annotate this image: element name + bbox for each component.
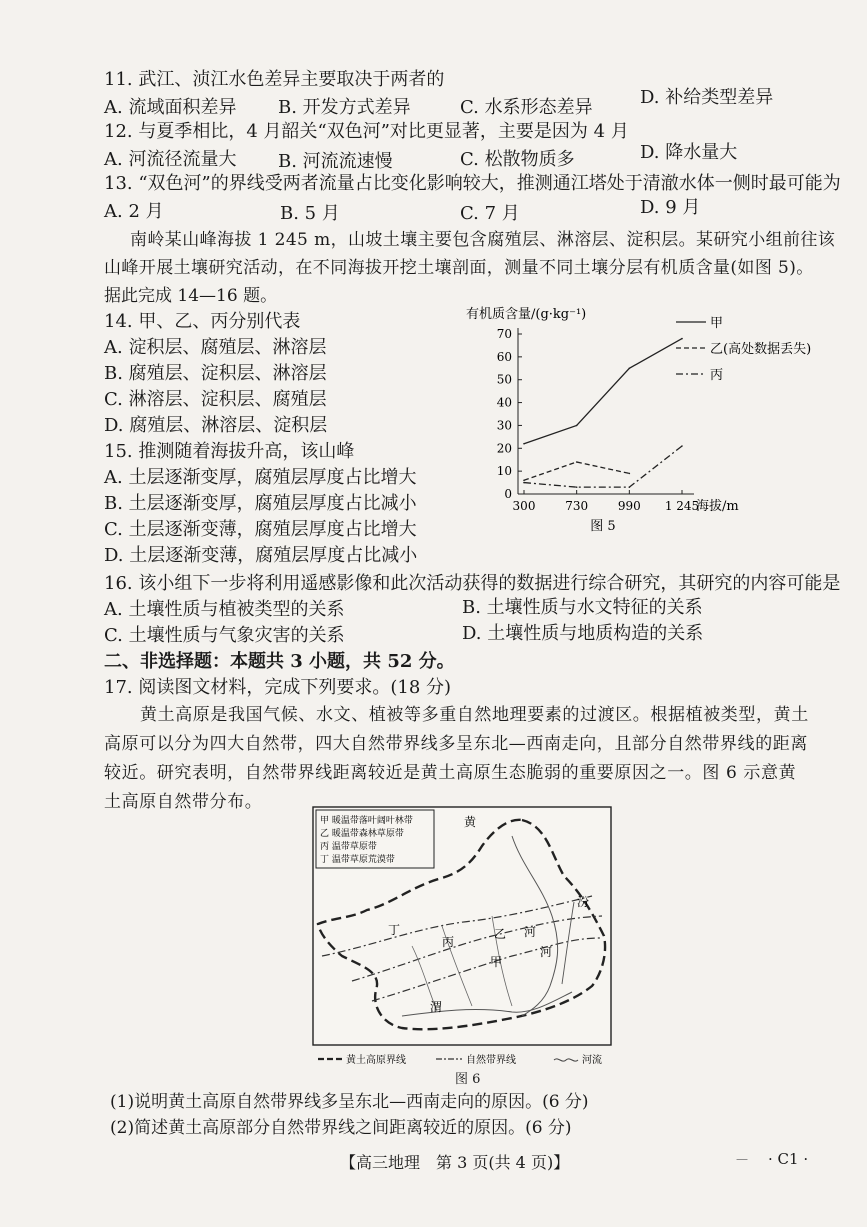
q17-sub2: (2)简述黄土高原部分自然带界线之间距离较近的原因。(6 分) (110, 1118, 572, 1138)
footer-dash: — (736, 1152, 748, 1166)
chart-series-line-1 (524, 462, 629, 480)
chart-y-tick-label: 60 (496, 349, 512, 364)
chart-y-tick-label: 40 (496, 395, 512, 410)
figure-5-svg (466, 306, 826, 536)
chart-legend-label-2: 丙 (710, 368, 724, 383)
loess-plateau-map-svg (312, 806, 612, 1046)
q11-option-b: B. 开发方式差异 (278, 97, 411, 118)
chart-y-tick-label: 10 (496, 464, 512, 479)
q12-option-c: C. 松散物质多 (460, 149, 575, 170)
legend-boundary-label: 黄土高原界线 (346, 1055, 406, 1066)
chart-point-s2 (576, 486, 578, 488)
chart-y-tick-label: 30 (496, 418, 512, 433)
map-bottom-legend (316, 1052, 616, 1069)
chart-x-tick-label: 730 (565, 499, 589, 513)
figure-6-map (312, 806, 612, 1046)
q14-stem: 14. 甲、乙、丙分别代表 (104, 311, 301, 332)
map-label-huang: 黄 (464, 815, 477, 829)
legend-river-swatch (554, 1059, 578, 1061)
page-footer: 【高三地理 第 3 页(共 4 页)】 (340, 1153, 570, 1172)
chart-y-tick-label: 50 (496, 372, 512, 387)
q13-option-a: A. 2 月 (104, 201, 164, 222)
chart-point-s1 (523, 479, 525, 481)
q14-option-d: D. 腐殖层、淋溶层、淀积层 (104, 415, 328, 436)
q11-stem: 11. 武江、浈江水色差异主要取决于两者的 (104, 69, 445, 90)
material1-line3: 据此完成 14—16 题。 (104, 286, 278, 306)
chart-point-s2 (681, 445, 683, 447)
map-label-he2: 河 (524, 925, 537, 939)
q15-option-d: D. 土层逐渐变薄，腐殖层厚度占比减小 (104, 545, 418, 566)
map-label-bing: 丙 (442, 935, 455, 949)
figure-6-caption: 图 6 (455, 1072, 481, 1087)
page-code: · C1 · (768, 1150, 809, 1168)
map-label-yi: 乙 (494, 927, 507, 941)
q13-option-b: B. 5 月 (280, 203, 340, 224)
figure-5-chart (466, 306, 826, 536)
chart-xlabel: 海拔/m (696, 499, 739, 514)
map-legend-yi: 乙 暖温带森林草原带 (320, 829, 404, 839)
legend-river-label: 河流 (582, 1055, 602, 1066)
legend-zone-label: 自然带界线 (466, 1055, 516, 1066)
chart-legend-label-0: 甲 (710, 316, 724, 331)
q16-option-c: C. 土壤性质与气象灾害的关系 (104, 625, 345, 646)
q14-option-a: A. 淀积层、腐殖层、淋溶层 (104, 337, 327, 358)
section-2-heading: 二、非选择题：本题共 3 小题，共 52 分。 (104, 651, 455, 672)
chart-legend-label-1: 乙(高处数据丢失) (710, 342, 812, 357)
chart-point-s0 (576, 425, 578, 427)
q15-option-b: B. 土层逐渐变厚，腐殖层厚度占比减小 (104, 493, 417, 514)
q12-option-b: B. 河流流速慢 (278, 151, 393, 172)
map-label-he: 河 (540, 945, 553, 959)
q15-option-a: A. 土层逐渐变厚，腐殖层厚度占比增大 (104, 467, 417, 488)
chart-point-s1 (629, 473, 631, 475)
chart-point-s0 (681, 338, 683, 340)
q17-para-line2: 高原可以分为四大自然带，四大自然带界线多呈东北—西南走向，且部分自然带界线的距离 (104, 734, 808, 754)
chart-series-line-0 (524, 339, 682, 444)
q15-option-c: C. 土层逐渐变薄，腐殖层厚度占比增大 (104, 519, 417, 540)
q17-para-line4: 土高原自然带分布。 (104, 792, 263, 812)
q11-option-c: C. 水系形态差异 (460, 97, 593, 118)
map-label-fen: 汾 (577, 895, 590, 909)
q17-sub1: (1)说明黄土高原自然带界线多呈东北—西南走向的原因。(6 分) (110, 1092, 589, 1112)
chart-x-tick-label: 990 (617, 499, 641, 513)
q11-option-d: D. 补给类型差异 (640, 87, 774, 108)
q14-option-c: C. 淋溶层、淀积层、腐殖层 (104, 389, 327, 410)
map-legend-bing: 丙 温带草原带 (320, 842, 377, 852)
map-legend-jia: 甲 暖温带落叶阔叶林带 (320, 816, 413, 826)
map-label-wei: 渭 (430, 1000, 443, 1014)
q14-option-b: B. 腐殖层、淀积层、淋溶层 (104, 363, 327, 384)
q13-option-d: D. 9 月 (640, 197, 701, 218)
chart-series-line-2 (524, 446, 682, 487)
map-legend-ding: 丁 温带草原荒漠带 (320, 855, 395, 865)
material1-line1: 南岭某山峰海拔 1 245 m，山坡土壤主要包含腐殖层、淋溶层、淀积层。某研究小组前往该 (130, 230, 836, 250)
q16-option-a: A. 土壤性质与植被类型的关系 (104, 599, 345, 620)
chart-point-s2 (629, 486, 631, 488)
chart-point-s0 (523, 443, 525, 445)
chart-caption: 图 5 (590, 519, 616, 534)
q12-option-a: A. 河流径流量大 (104, 149, 237, 170)
chart-y-tick-label: 70 (496, 327, 512, 341)
chart-x-tick-label: 300 (512, 499, 536, 513)
chart-y-tick-label: 20 (496, 441, 512, 456)
q16-option-d: D. 土壤性质与地质构造的关系 (462, 623, 704, 644)
chart-ylabel: 有机质含量/(g·kg⁻¹) (466, 307, 587, 322)
q13-option-c: C. 7 月 (460, 203, 520, 224)
chart-x-tick-label: 1 245 (664, 499, 700, 513)
q17-para-line3: 较近。研究表明，自然带界线距离较近是黄土高原生态脆弱的重要原因之一。图 6 示意黄 (104, 763, 797, 783)
chart-point-s1 (576, 461, 578, 463)
q13-stem: 13. “双色河”的界线受两者流量占比变化影响较大，推测通江塔处于清澈水体一侧时最可能为 (104, 173, 841, 194)
chart-point-s0 (629, 367, 631, 369)
map-bottom-legend-svg (316, 1052, 616, 1066)
chart-point-s2 (523, 482, 525, 484)
q16-option-b: B. 土壤性质与水文特征的关系 (462, 597, 703, 618)
chart-y-tick-label: 0 (504, 487, 512, 501)
q12-option-d: D. 降水量大 (640, 142, 738, 163)
map-label-jia: 甲 (490, 955, 503, 969)
material1-line2: 山峰开展土壤研究活动，在不同海拔开挖土壤剖面，测量不同土壤分层有机质含量(如图 5)。 (104, 258, 814, 278)
q17-para-line1: 黄土高原是我国气候、水文、植被等多重自然地理要素的过渡区。根据植被类型，黄土 (140, 705, 809, 725)
map-label-ding: 丁 (388, 923, 401, 937)
q15-stem: 15. 推测随着海拔升高，该山峰 (104, 441, 355, 462)
q17-stem: 17. 阅读图文材料，完成下列要求。(18 分) (104, 677, 452, 698)
q16-stem: 16. 该小组下一步将利用遥感影像和此次活动获得的数据进行综合研究，其研究的内容可能是 (104, 573, 841, 594)
q12-stem: 12. 与夏季相比，4 月韶关“双色河”对比更显著，主要是因为 4 月 (104, 121, 629, 142)
q11-option-a: A. 流域面积差异 (104, 97, 237, 118)
